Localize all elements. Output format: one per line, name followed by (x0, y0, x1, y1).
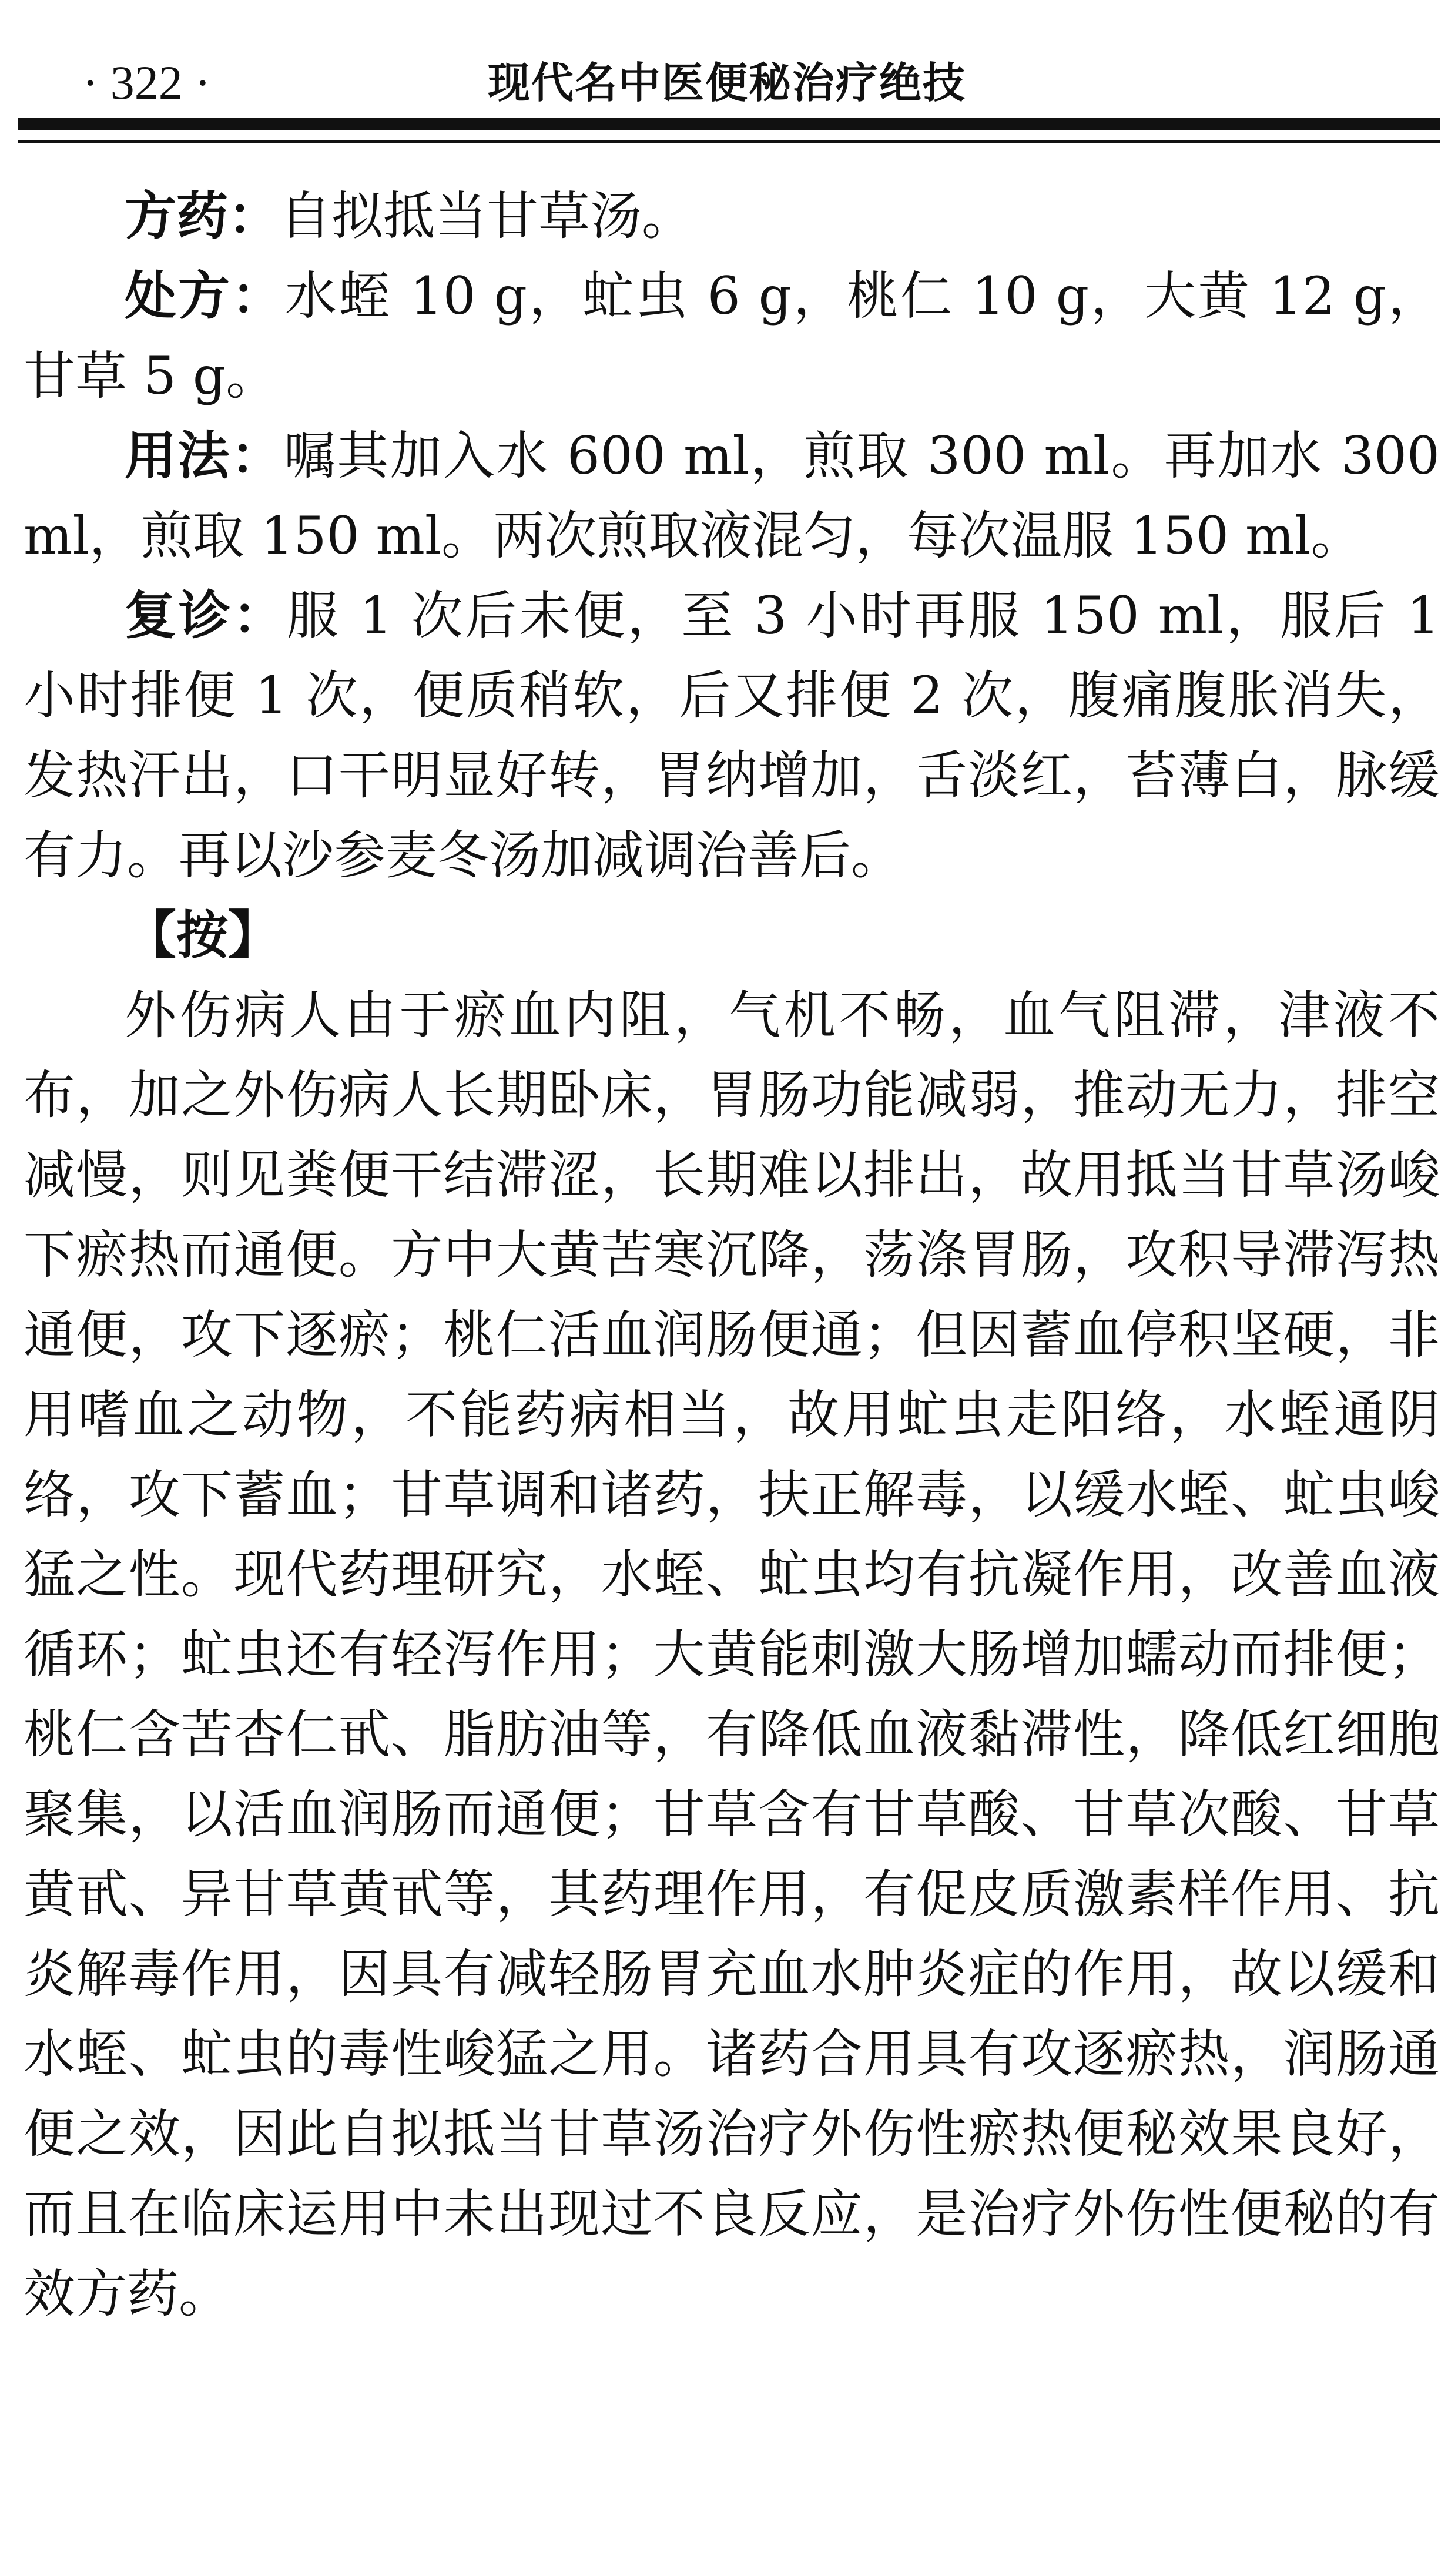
header-rule-thick (18, 118, 1440, 130)
revisit-label: 复诊： (125, 585, 287, 646)
running-title: 现代名中医便秘治疗绝技 (488, 58, 967, 108)
revisit-text: 服 1 次后未便，至 3 小时再服 150 ml，服后 1 小时排便 1 次，便质稍软，后又排便 2 次，腹痛腹胀消失，发热汗出，口干明显好转，胃纳增加，舌淡红，苔薄白，脉缓有力。再以沙参麦冬汤加减调治善后。 (24, 585, 1440, 886)
prescription-label: 方药： (125, 186, 280, 246)
page-header (18, 51, 1440, 115)
formula-paragraph (24, 256, 1440, 416)
prescription-paragraph (24, 176, 1440, 256)
formula-text: 水蛭 10 g，虻虫 6 g，桃仁 10 g，大黄 12 g，甘草 5 g。 (24, 266, 1440, 406)
header-rule-thin (18, 140, 1440, 143)
page-body (24, 176, 1440, 2334)
note-heading: 【按】 (125, 905, 280, 965)
usage-label: 用法： (125, 425, 284, 486)
prescription-text: 自拟抵当甘草汤。 (280, 186, 694, 246)
usage-text: 嘱其加入水 600 ml，煎取 300 ml。再加水 300 ml，煎取 150 ml。两次煎取液混匀，每次温服 150 ml。 (24, 425, 1440, 566)
note-paragraph: 外伤病人由于瘀血内阻，气机不畅，血气阻滞，津液不布，加之外伤病人长期卧床，胃肠功能减弱，推动无力，排空减慢，则见粪便干结滞涩，长期难以排出，故用抵当甘草汤峻下瘀热而通便。方中大黄苦寒沉降，荡涤胃肠，攻积导滞泻热通便，攻下逐瘀；桃仁活血润肠便通；但因蓄血停积坚硬，非用嗜血之动物，不能药病相当，故用虻虫走阳络，水蛭通阴络，攻下蓄血；甘草调和诸药，扶正解毒，以缓水蛭、虻虫峻猛之性。现代药理研究，水蛭、虻虫均有抗凝作用，改善血液循环；虻虫还有轻泻作用；大黄能刺激大肠增加蠕动而排便；桃仁含苦杏仁甙、脂肪油等，有降低血液黏滞性，降低红细胞聚集，以活血润肠而通便；甘草含有甘草酸、甘草次酸、甘草黄甙、异甘草黄甙等，其药理作用，有促皮质激素样作用、抗炎解毒作用，因具有减轻肠胃充血水肿炎症的作用，故以缓和水蛭、虻虫的毒性峻猛之用。诸药合用具有攻逐瘀热，润肠通便之效，因此自拟抵当甘草汤治疗外伤性瘀热便秘效果良好，而且在临床运用中未出现过不良反应，是治疗外伤性便秘的有效方药。 (24, 985, 1440, 2324)
usage-paragraph (24, 416, 1440, 576)
page-number: · 322 · (82, 56, 211, 109)
formula-label: 处方： (125, 266, 285, 326)
revisit-paragraph (24, 576, 1440, 895)
